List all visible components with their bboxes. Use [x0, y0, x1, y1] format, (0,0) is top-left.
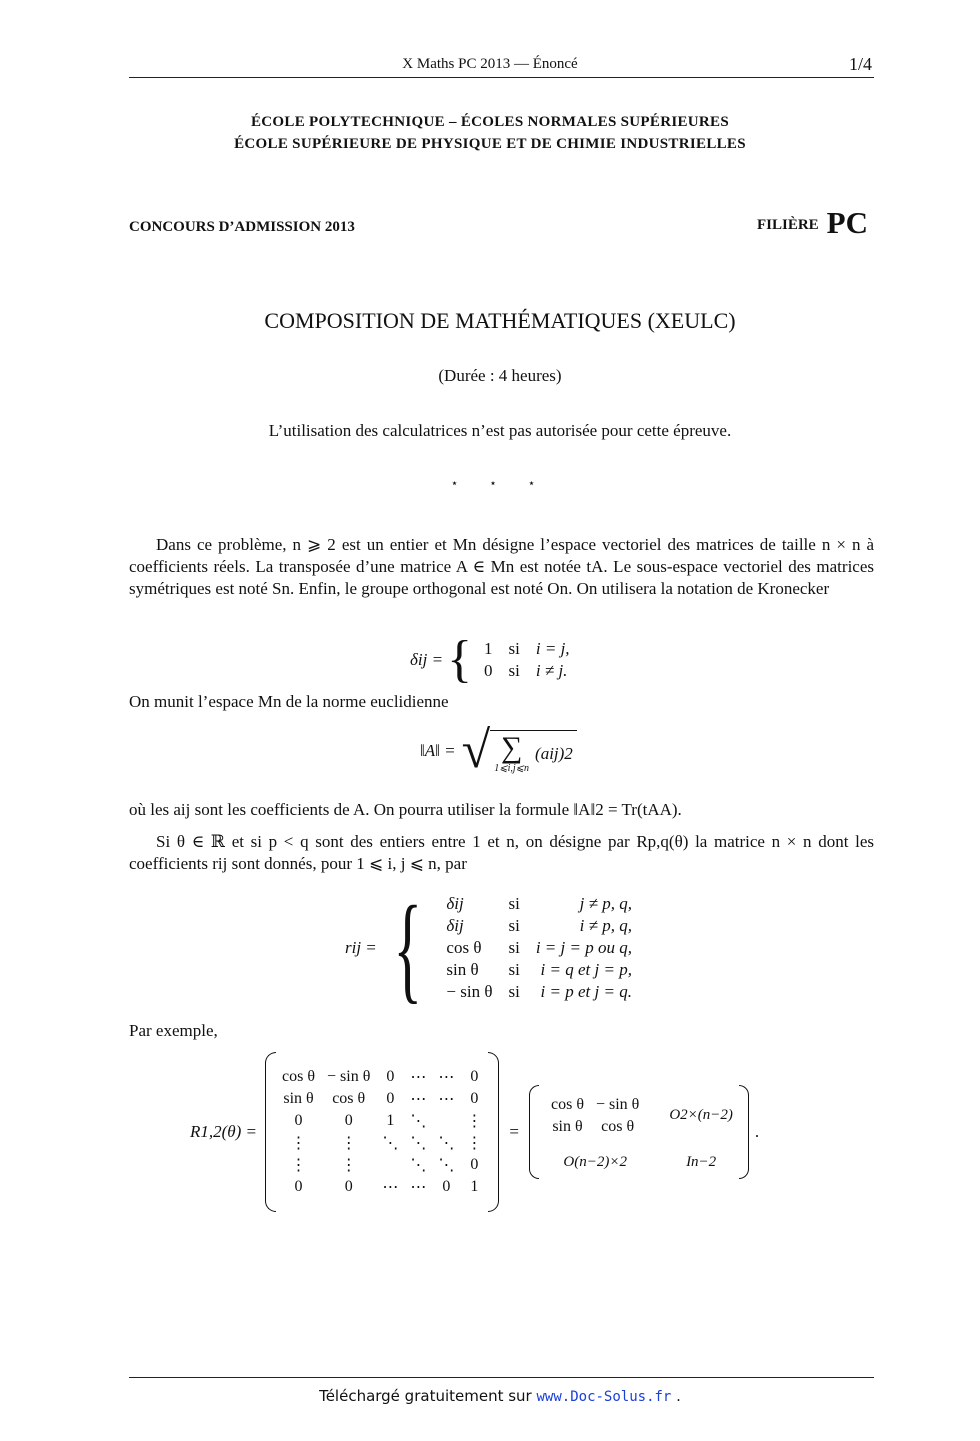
matrix-row: ⋮ ⋮ ⋱ ⋱ ⋱ ⋮	[290, 1135, 483, 1152]
matrix-row: sin θ cos θ	[552, 1117, 635, 1135]
equals-sign: =	[509, 1122, 519, 1141]
block-bottom-right: In−2	[686, 1153, 717, 1170]
kronecker-row-2: 0 si i ≠ j.	[484, 661, 568, 680]
sum-index: 1⩽i,j⩽n	[494, 763, 530, 774]
rij-lhs: rij =	[345, 938, 377, 957]
institution-line-1: ÉCOLE POLYTECHNIQUE – ÉCOLES NORMALES SUPÉRIEURES	[250, 114, 729, 130]
sum-block	[494, 733, 529, 774]
concours-label: CONCOURS D’ADMISSION 2013	[129, 219, 355, 235]
rij-row: δij si j ≠ p, q,	[446, 894, 632, 913]
sqrt-body	[490, 730, 577, 774]
institution-line-2: ÉCOLE SUPÉRIEURE DE PHYSIQUE ET DE CHIMIE INDUSTRIELLES	[234, 136, 746, 152]
matrix-row: ⋮ ⋮ ⋱ ⋱ 0	[290, 1156, 479, 1174]
footer	[0, 1387, 980, 1405]
rij-row: sin θ si i = q et j = p,	[446, 960, 632, 979]
kronecker-lhs: δij =	[410, 650, 444, 669]
kronecker-formula	[410, 630, 578, 690]
block-top-right: O2×(n−2)	[669, 1107, 733, 1123]
rij-row: δij si i ≠ p, q,	[446, 916, 632, 935]
footer-link[interactable]: www.Doc-Solus.fr	[536, 1389, 672, 1405]
block-top-left	[545, 1094, 645, 1138]
intro-paragraph: Dans ce problème, n ⩾ 2 est un entier et Mn désigne l’espace vectoriel des matrices de taille n × n à coefficients réels. La transposée d’une matrice A ∈ Mn est notée tA. Le sous-espace vectoriel des matrices symétriques est noté Sn. Enfin, le groupe orthogonal est noté On. On utilisera la notation de Kronecker	[129, 535, 874, 598]
filiere-label	[757, 205, 868, 241]
kronecker-cases	[476, 638, 578, 682]
left-paren	[529, 1085, 539, 1179]
rij-row: − sin θ si i = p et j = q.	[446, 982, 632, 1001]
norm-lhs: ‖A‖ =	[420, 741, 456, 760]
duration: (Durée : 4 heures)	[438, 366, 562, 385]
sum-term: (aij)2	[535, 743, 573, 763]
example-lhs: R1,2(θ) =	[190, 1122, 258, 1141]
example-period: .	[754, 1122, 760, 1141]
footer-rule	[129, 1377, 874, 1378]
matrix-row: cos θ − sin θ	[550, 1095, 640, 1113]
norm-after: où les aij sont les coefficients de A. On pourra utiliser la formule ‖A‖2 = Tr(tAA).	[129, 800, 682, 819]
example-label: Par exemple,	[129, 1021, 218, 1040]
footer-period: .	[676, 1387, 681, 1405]
header-title: X Maths PC 2013 — Énoncé	[402, 56, 578, 72]
right-paren	[488, 1052, 499, 1212]
left-brace: {	[393, 881, 423, 1014]
rotation-intro: Si θ ∈ ℝ et si p < q sont des entiers entre 1 et n, on désigne par Rp,q(θ) la matrice n × n dont les coefficients rij sont donnés, pour 1 ⩽ i, j ⩽ n, par	[129, 832, 874, 873]
norm-intro: On munit l’espace Mn de la norme euclidienne	[129, 692, 449, 711]
example-formula	[190, 1052, 759, 1212]
rij-formula	[345, 881, 640, 1014]
kronecker-row-1: 1 si i = j,	[484, 639, 570, 658]
calculator-notice: L’utilisation des calculatrices n’est pas autorisée pour cette épreuve.	[268, 421, 732, 440]
matrix-row: 0 0 ⋯ ⋯ 0 1	[294, 1178, 479, 1196]
separator-stars: ⋆ ⋆ ⋆	[450, 476, 550, 490]
rotation-matrix	[276, 1066, 488, 1198]
rij-row: cos θ si i = j = p ou q,	[446, 938, 632, 957]
matrix-row: sin θ cos θ 0 ⋯ ⋯ 0	[283, 1090, 479, 1108]
rij-cases	[438, 893, 640, 1003]
block-bottom-left: O(n−2)×2	[563, 1153, 627, 1170]
norm-formula	[420, 722, 577, 779]
header-rule	[129, 77, 874, 78]
matrix-row: cos θ − sin θ 0 ⋯ ⋯ 0	[282, 1068, 479, 1086]
sum-icon: ∑	[500, 731, 523, 764]
filiere-word: FILIÈRE	[756, 217, 819, 233]
footer-text: Téléchargé gratuitement sur	[319, 1387, 532, 1405]
page-number: 1/4	[848, 54, 872, 74]
matrix-row: 0 0 1 ⋱ ⋮	[294, 1112, 483, 1130]
left-brace: {	[447, 631, 473, 688]
left-paren	[265, 1052, 276, 1212]
filiere-code: PC	[826, 205, 868, 240]
composition-title: COMPOSITION DE MATHÉMATIQUES (XEULC)	[264, 308, 736, 333]
block-matrix	[539, 1094, 739, 1171]
sqrt-icon: √	[461, 722, 491, 779]
right-paren	[739, 1085, 749, 1179]
